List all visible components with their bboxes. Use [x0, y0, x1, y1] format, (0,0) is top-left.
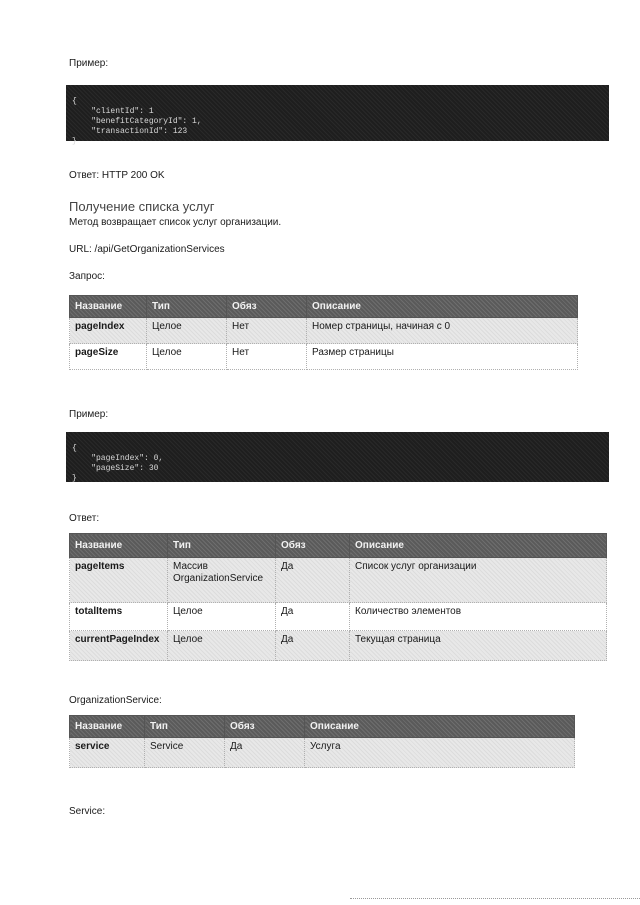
- section-title: Получение списка услуг: [69, 199, 215, 214]
- cell-description: Номер страницы, начиная с 0: [307, 318, 578, 344]
- table-header-row: [70, 296, 578, 318]
- response-table: [69, 533, 607, 661]
- cell-type: Массив OrganizationService: [168, 558, 276, 603]
- response-label: Ответ:: [69, 513, 100, 524]
- code-line: "benefitCategoryId": 1,: [72, 117, 202, 126]
- cell-name: pageIndex: [70, 318, 147, 344]
- code-line: {: [72, 97, 77, 106]
- cell-name: pageSize: [70, 344, 147, 370]
- section-description: Метод возвращает список услуг организации.: [69, 217, 282, 228]
- cell-description: Список услуг организации: [350, 558, 607, 603]
- cell-required: Да: [276, 603, 350, 631]
- table-header-row: [70, 534, 607, 558]
- table-row: [70, 631, 607, 661]
- header-description: Описание: [350, 534, 607, 558]
- endpoint-url: URL: /api/GetOrganizationServices: [69, 244, 225, 255]
- cell-type: Целое: [168, 631, 276, 661]
- example-label: Пример:: [69, 58, 109, 69]
- code-line: }: [72, 474, 77, 483]
- cell-required: Да: [225, 738, 305, 768]
- cell-type: Целое: [147, 318, 227, 344]
- table-row: [70, 318, 578, 344]
- cell-name: pageItems: [70, 558, 168, 603]
- header-name: Название: [70, 534, 168, 558]
- header-required: Обяз: [227, 296, 307, 318]
- header-name: Название: [70, 716, 145, 738]
- org-service-label: OrganizationService:: [69, 695, 162, 706]
- org-service-table: [69, 715, 575, 768]
- cell-name: totalItems: [70, 603, 168, 631]
- code-line: "pageSize": 30: [72, 464, 159, 473]
- header-type: Тип: [147, 296, 227, 318]
- cell-type: Service: [145, 738, 225, 768]
- cell-type: Целое: [147, 344, 227, 370]
- header-type: Тип: [145, 716, 225, 738]
- page-footer-rule: [350, 898, 640, 899]
- cell-required: Да: [276, 558, 350, 603]
- cell-name: service: [70, 738, 145, 768]
- example-label: Пример:: [69, 409, 109, 420]
- table-row: [70, 603, 607, 631]
- code-line: "clientId": 1: [72, 107, 154, 116]
- table-row: [70, 558, 607, 603]
- header-required: Обяз: [225, 716, 305, 738]
- cell-description: Текущая страница: [350, 631, 607, 661]
- table-row: [70, 738, 575, 768]
- cell-required: Да: [276, 631, 350, 661]
- table-header-row: [70, 716, 575, 738]
- code-block-example: [66, 85, 609, 146]
- code-block-example: [66, 432, 609, 482]
- table-row: [70, 344, 578, 370]
- cell-description: Услуга: [305, 738, 575, 768]
- header-description: Описание: [307, 296, 578, 318]
- cell-type: Целое: [168, 603, 276, 631]
- code-line: {: [72, 444, 77, 453]
- code-line: }: [72, 137, 77, 146]
- header-description: Описание: [305, 716, 575, 738]
- cell-description: Количество элементов: [350, 603, 607, 631]
- cell-required: Нет: [227, 318, 307, 344]
- header-type: Тип: [168, 534, 276, 558]
- service-label: Service:: [69, 806, 106, 817]
- cell-name: currentPageIndex: [70, 631, 168, 661]
- header-required: Обяз: [276, 534, 350, 558]
- cell-description: Размер страницы: [307, 344, 578, 370]
- code-line: "transactionId": 123: [72, 127, 188, 136]
- request-label: Запрос:: [69, 271, 105, 282]
- header-name: Название: [70, 296, 147, 318]
- code-line: "pageIndex": 0,: [72, 454, 164, 463]
- request-table: [69, 295, 578, 370]
- response-label: Ответ: HTTP 200 OK: [69, 170, 165, 181]
- cell-required: Нет: [227, 344, 307, 370]
